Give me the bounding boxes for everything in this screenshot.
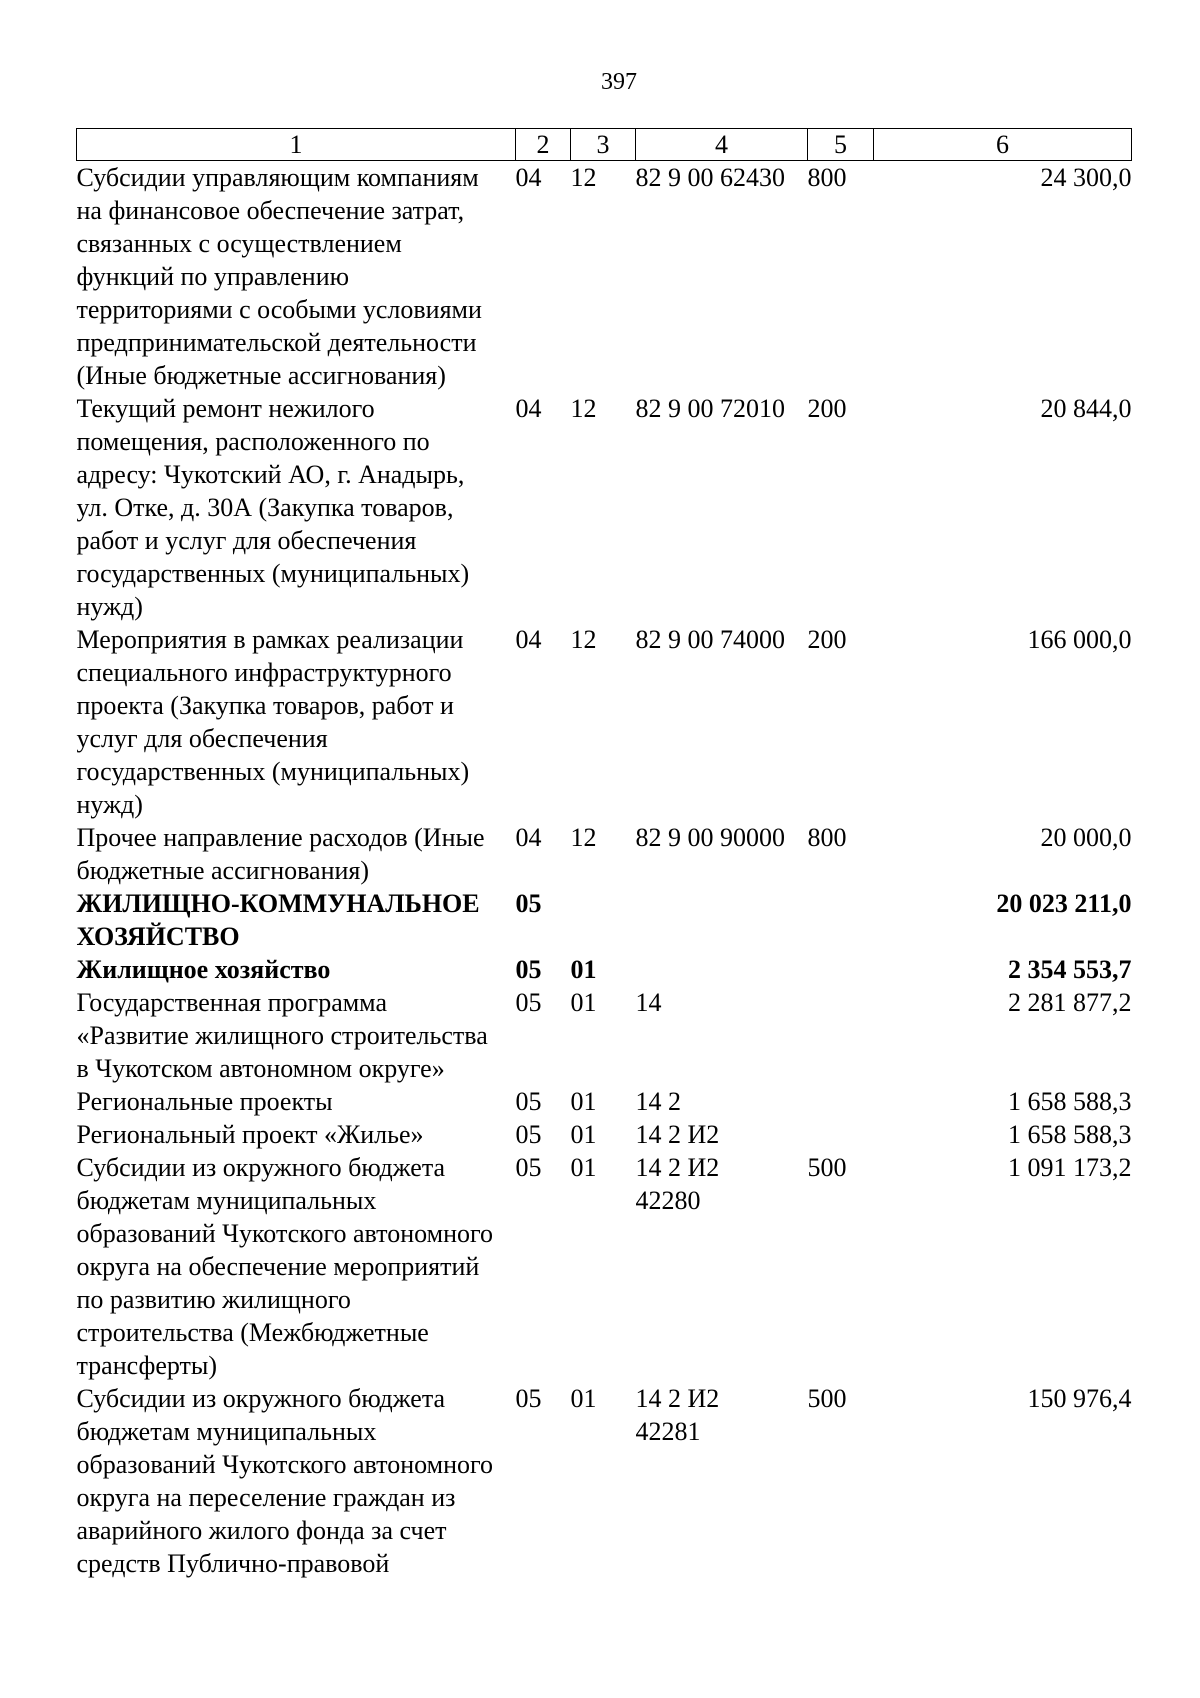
subsection-code: 01 xyxy=(570,988,597,1017)
target-article-code xyxy=(636,1382,808,1580)
target-article-code xyxy=(636,821,808,887)
expense-type-code xyxy=(808,1085,874,1118)
description-line: Региональный проект «Жилье» xyxy=(76,1120,424,1149)
description-line: бюджетные ассигнования) xyxy=(76,856,370,885)
description-line: ул. Отке, д. 30А (Закупка товаров, xyxy=(76,493,454,522)
description-line: образований Чукотского автономного xyxy=(76,1219,494,1248)
budget-table xyxy=(76,128,1132,1580)
expense-type-code: 200 xyxy=(807,394,847,423)
header-row xyxy=(77,129,1132,161)
page-number: 397 xyxy=(601,69,637,95)
target-article-line: 14 2 xyxy=(635,1087,681,1116)
table-body xyxy=(77,161,1132,1581)
expense-type-code: 500 xyxy=(807,1384,847,1413)
subsection-code: 01 xyxy=(570,1087,597,1116)
target-article-line: 14 2 И2 xyxy=(635,1384,720,1413)
description-line: услуг для обеспечения xyxy=(76,724,328,753)
description-line: Текущий ремонт нежилого xyxy=(76,394,375,423)
target-article-code xyxy=(636,623,808,821)
amount: 20 844,0 xyxy=(1040,394,1132,423)
target-article-line: 42281 xyxy=(635,1417,701,1446)
description-line: территориями с особыми условиями xyxy=(76,295,482,324)
description-line: на финансовое обеспечение затрат, xyxy=(76,196,465,225)
amount: 2 354 553,7 xyxy=(1008,955,1132,984)
target-article-line: 14 2 И2 xyxy=(635,1120,720,1149)
amount: 150 976,4 xyxy=(1027,1384,1132,1413)
target-article-code xyxy=(636,392,808,623)
amount: 1 658 588,3 xyxy=(1008,1120,1132,1149)
expense-type-code xyxy=(808,1118,874,1151)
table-row xyxy=(77,1085,1132,1118)
section-code: 04 xyxy=(515,823,542,852)
description-line: ХОЗЯЙСТВО xyxy=(76,922,240,951)
description-line: Субсидии из окружного бюджета xyxy=(76,1153,446,1182)
description-line: Субсидии управляющим компаниям xyxy=(76,163,479,192)
description-line: бюджетам муниципальных xyxy=(76,1417,377,1446)
description-line: проекта (Закупка товаров, работ и xyxy=(76,691,454,720)
table-row xyxy=(77,392,1132,623)
description-line: специального инфраструктурного xyxy=(76,658,452,687)
subsection-code: 01 xyxy=(570,1153,597,1182)
row-description xyxy=(77,986,516,1085)
subsection-code xyxy=(571,887,636,953)
section-code: 05 xyxy=(515,889,542,918)
row-description xyxy=(77,887,516,953)
header-cell-1: 1 xyxy=(77,129,516,161)
description-line: средств Публично-правовой xyxy=(76,1549,390,1578)
table-row xyxy=(77,887,1132,953)
section-code: 04 xyxy=(515,394,542,423)
description-line: Региональные проекты xyxy=(76,1087,333,1116)
description-line: связанных с осуществлением xyxy=(76,229,402,258)
description-line: нужд) xyxy=(76,790,143,819)
table-row xyxy=(77,986,1132,1085)
target-article-line: 82 9 00 90000 xyxy=(635,823,785,852)
description-line: Государственная программа xyxy=(76,988,388,1017)
header-cell-4: 4 xyxy=(636,129,808,161)
amount: 1 091 173,2 xyxy=(1008,1153,1132,1182)
description-line: бюджетам муниципальных xyxy=(76,1186,377,1215)
subsection-code: 01 xyxy=(570,1120,597,1149)
amount: 20 000,0 xyxy=(1040,823,1132,852)
target-article-code xyxy=(636,887,808,953)
expense-type-code: 200 xyxy=(807,625,847,654)
expense-type-code: 500 xyxy=(807,1153,847,1182)
target-article-code xyxy=(636,953,808,986)
description-line: адресу: Чукотский АО, г. Анадырь, xyxy=(76,460,465,489)
header-cell-5: 5 xyxy=(808,129,874,161)
subsection-code: 12 xyxy=(570,394,597,423)
description-line: функций по управлению xyxy=(76,262,350,291)
target-article-line: 14 xyxy=(635,988,662,1017)
target-article-line: 82 9 00 72010 xyxy=(635,394,785,423)
section-code: 05 xyxy=(515,1087,542,1116)
section-code: 04 xyxy=(515,163,542,192)
row-description xyxy=(77,161,516,393)
table-row xyxy=(77,1118,1132,1151)
amount: 24 300,0 xyxy=(1040,163,1132,192)
expense-type-code xyxy=(808,887,874,953)
description-line: образований Чукотского автономного xyxy=(76,1450,494,1479)
expense-type-code: 800 xyxy=(807,823,847,852)
row-description xyxy=(77,1118,516,1151)
description-line: Субсидии из окружного бюджета xyxy=(76,1384,446,1413)
amount: 166 000,0 xyxy=(1027,625,1132,654)
section-code: 04 xyxy=(515,625,542,654)
description-line: ЖИЛИЩНО-КОММУНАЛЬНОЕ xyxy=(76,889,480,918)
description-line: государственных (муниципальных) xyxy=(76,757,470,786)
description-line: в Чукотском автономном округе» xyxy=(76,1054,445,1083)
target-article-line: 82 9 00 74000 xyxy=(635,625,785,654)
description-line: Мероприятия в рамках реализации xyxy=(76,625,464,654)
target-article-code xyxy=(636,1085,808,1118)
header-cell-6: 6 xyxy=(874,129,1132,161)
description-line: работ и услуг для обеспечения xyxy=(76,526,417,555)
table-row xyxy=(77,161,1132,393)
expense-type-code xyxy=(808,953,874,986)
description-line: (Иные бюджетные ассигнования) xyxy=(76,361,446,390)
target-article-line: 14 2 И2 xyxy=(635,1153,720,1182)
subsection-code: 01 xyxy=(570,955,597,984)
row-description xyxy=(77,1382,516,1580)
subsection-code: 01 xyxy=(570,1384,597,1413)
subsection-code: 12 xyxy=(570,823,597,852)
table-row xyxy=(77,953,1132,986)
section-code: 05 xyxy=(515,955,542,984)
table-row xyxy=(77,821,1132,887)
section-code: 05 xyxy=(515,1120,542,1149)
subsection-code: 12 xyxy=(570,163,597,192)
row-description xyxy=(77,623,516,821)
description-line: Жилищное хозяйство xyxy=(76,955,331,984)
expense-type-code xyxy=(808,986,874,1085)
row-description xyxy=(77,1085,516,1118)
description-line: государственных (муниципальных) xyxy=(76,559,470,588)
table-row xyxy=(77,1382,1132,1580)
description-line: строительства (Межбюджетные xyxy=(76,1318,429,1347)
row-description xyxy=(77,953,516,986)
description-line: Прочее направление расходов (Иные xyxy=(76,823,485,852)
table-row xyxy=(77,1151,1132,1382)
row-description xyxy=(77,1151,516,1382)
target-article-code xyxy=(636,161,808,393)
description-line: округа на обеспечение мероприятий xyxy=(76,1252,480,1281)
section-code: 05 xyxy=(515,988,542,1017)
amount: 2 281 877,2 xyxy=(1008,988,1132,1017)
description-line: округа на переселение граждан из xyxy=(76,1483,456,1512)
amount: 20 023 211,0 xyxy=(996,889,1132,918)
table-row xyxy=(77,623,1132,821)
section-code: 05 xyxy=(515,1153,542,1182)
row-description xyxy=(77,392,516,623)
description-line: нужд) xyxy=(76,592,143,621)
header-cell-3: 3 xyxy=(571,129,636,161)
subsection-code: 12 xyxy=(570,625,597,654)
target-article-code xyxy=(636,986,808,1085)
description-line: аварийного жилого фонда за счет xyxy=(76,1516,447,1545)
description-line: «Развитие жилищного строительства xyxy=(76,1021,488,1050)
amount: 1 658 588,3 xyxy=(1008,1087,1132,1116)
description-line: предпринимательской деятельности xyxy=(76,328,477,357)
target-article-line: 42280 xyxy=(635,1186,701,1215)
target-article-code xyxy=(636,1118,808,1151)
target-article-line: 82 9 00 62430 xyxy=(635,163,785,192)
expense-type-code: 800 xyxy=(807,163,847,192)
row-description xyxy=(77,821,516,887)
section-code: 05 xyxy=(515,1384,542,1413)
header-cell-2: 2 xyxy=(516,129,571,161)
target-article-code xyxy=(636,1151,808,1382)
description-line: помещения, расположенного по xyxy=(76,427,430,456)
description-line: трансферты) xyxy=(76,1351,218,1380)
description-line: по развитию жилищного xyxy=(76,1285,351,1314)
